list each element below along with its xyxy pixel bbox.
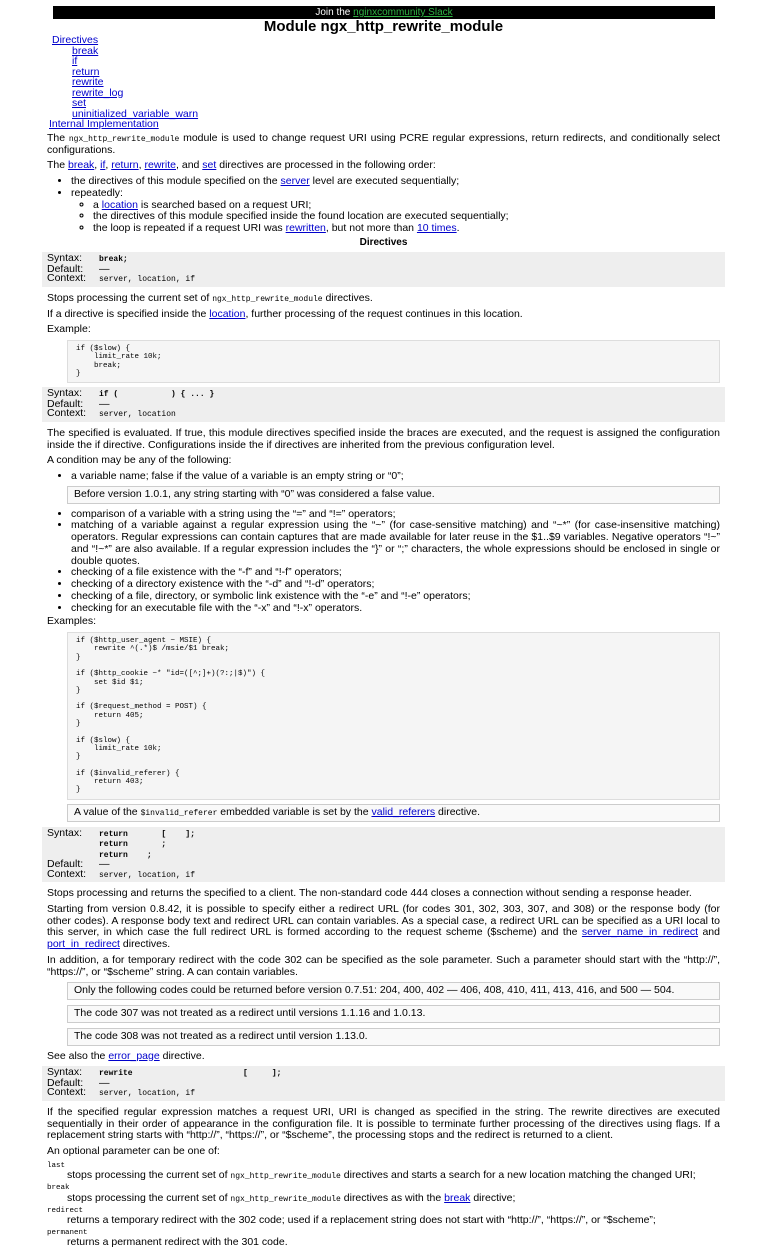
break-location-note: If a directive is specified inside the location, further processing of the request continues in this location.	[47, 307, 523, 320]
rewritten-link[interactable]: rewritten	[285, 222, 326, 235]
break-directive-link[interactable]: break	[444, 1191, 471, 1204]
if-examples-label: Examples:	[47, 615, 97, 628]
toc-if-link[interactable]: if	[72, 55, 78, 67]
location-link[interactable]: location	[101, 198, 138, 211]
if-conditions-intro: A condition may be any of the following:	[47, 454, 232, 467]
return-temporary-redirect-paragraph: In addition, a for temporary redirect with the code 302 can be specified as the sole parameter. Such a parameter should start with the “http://”, “https://”, or “$scheme” string. A can contain variables.	[47, 953, 720, 978]
if-conditions-list-continued: • comparison of a variable with a string using the “=” and “!=” operators; • matching of a variable against a regular expression using the “~” (for case-sensitive matching) and “~*” (for case-insensitive matching) operators. Regular expressions can contain captures that are made available for later reuse in the $1..$9 variables. Negative operators “!~” and “!~*” are also available. If a regular expression includes the “}” or “;” characters, the whole expressions should be enclosed in single or double quotes. • checking of a file existence with the “-f” and “!-f” operators; • checking of a directory existence with the “-d” and “!-d” operators; • checking of a file, directory, or symbolic link existence with the “-e” and “!-e” operators; • checking for an executable file with the “-x” and “!-x” operators.	[47, 509, 720, 615]
break-example-code: if ($slow) { limit_rate 10k; break; }	[67, 340, 720, 383]
if-syntax-block: Syntax: if ( ) { ... } Default: — Context: server, location	[42, 387, 725, 422]
toc-uninitialized-variable-warn-link[interactable]: uninitialized_variable_warn	[72, 107, 199, 120]
if-examples-code: if ($http_user_agent ~ MSIE) { rewrite ^(.*)$ /msie/$1 break; } if ($http_cookie ~* "id=([^;]+)(?:;|$)") { set $id $1; } if ($request_method = POST) { return 405; } if ($slow) { limit_rate 10k; } if ($invalid_referer) { return 403; }	[67, 632, 720, 800]
intro-paragraph: The ngx_http_rewrite_module module is used to change request URI using PCRE regular expressions, return redirects, and conditionally select configurations.	[47, 131, 721, 156]
processing-order-list: • the directives of this module specified on the server level are executed sequentially; • repeatedly: ◦ a location is searched based on a request URI; ◦ the directives of this module specified inside the found location are executed sequentially; ◦ the loop is repeated if a request URI was rewritten, but not more than 10 times.	[47, 176, 720, 235]
break-link[interactable]: break	[68, 159, 95, 172]
set-link[interactable]: set	[202, 159, 217, 172]
page-content	[47, 19, 720, 1250]
toc-internal-implementation-link[interactable]: Internal Implementation	[49, 118, 159, 130]
toc-set-link[interactable]: set	[72, 97, 87, 109]
flag-break: break	[47, 1184, 70, 1193]
break-example-label: Example:	[47, 323, 91, 336]
location-directive-link[interactable]: location	[209, 307, 246, 320]
toc-rewrite-link[interactable]: rewrite	[72, 76, 104, 88]
return-description: Stops processing and returns the specified to a client. The non-standard code 444 closes a connection without sending a response header.	[47, 887, 692, 900]
return-codes-note: Only the following codes could be returned before version 0.7.51: 204, 400, 402 — 406, 408, 410, 411, 413, 416, and 500 — 504.	[67, 982, 720, 1000]
code-308-note: The code 308 was not treated as a redirect until version 1.13.0.	[67, 1028, 720, 1046]
rewrite-flag-list: last stops processing the current set of ngx_http_rewrite_module directives and starts a search for a new location matching the changed URI; break stops processing the current set of ngx_http_rewrite_module directives as with the break directive; redirect returns a temporary redirect with the 302 code; used if a replacement string does not start with “http://”, “https://”, or “$scheme”; permanent returns a permanent redirect with the 301 code.	[47, 1162, 720, 1249]
ten-times-link[interactable]: 10 times	[416, 222, 457, 235]
rewrite-description: If the specified regular expression matches a request URI, URI is changed as specified in the string. The rewrite directives are executed sequentially in their order of appearance in the configuration file. It is possible to terminate further processing of the directives using flags. If a replacement string starts with “http://”, “https://”, or “$scheme”, the processing stops and the redirect is returned to a client.	[47, 1105, 720, 1142]
rewrite-syntax-block: Syntax: rewrite [ ]; Default: — Context: server, location, if	[42, 1066, 725, 1101]
slack-link[interactable]: nginxcommunity Slack	[353, 7, 453, 18]
return-link[interactable]: return	[111, 159, 139, 172]
server-link[interactable]: server	[280, 175, 310, 188]
directives-heading: Directives	[359, 236, 408, 248]
see-also-paragraph: See also the error_page directive.	[47, 1049, 205, 1062]
table-of-contents	[52, 35, 720, 119]
toc-directives-link[interactable]: Directives	[52, 34, 99, 46]
rewrite-link[interactable]: rewrite	[144, 159, 177, 172]
server-name-in-redirect-link[interactable]: server_name_in_redirect	[581, 926, 699, 939]
break-description: Stops processing the current set of ngx_http_rewrite_module directives.	[47, 291, 373, 304]
flag-last: last	[47, 1161, 66, 1170]
rewrite-flag-intro: An optional parameter can be one of:	[47, 1145, 220, 1158]
port-in-redirect-link[interactable]: port_in_redirect	[47, 938, 120, 951]
page-title: Module ngx_http_rewrite_module	[263, 18, 504, 35]
return-syntax-block: Syntax: return [ ]; return ; return ; Default: — Context: server, location, if	[42, 827, 725, 883]
banner-text: Join the	[315, 7, 354, 18]
toc-break-link[interactable]: break	[72, 44, 99, 57]
if-conditions-list: • a variable name; false if the value of a variable is an empty string or “0”;	[47, 471, 720, 483]
error-page-link[interactable]: error_page	[108, 1049, 160, 1062]
valid-referers-link[interactable]: valid_referers	[371, 805, 436, 818]
toc-rewrite-log-link[interactable]: rewrite_log	[72, 86, 124, 99]
invalid-referer-note: A value of the $invalid_referer embedded variable is set by the valid_referers directive.	[67, 804, 720, 822]
flag-redirect: redirect	[47, 1206, 84, 1215]
break-syntax-block: Syntax: break; Default: — Context: server, location, if	[42, 252, 725, 287]
processing-order-paragraph: The break, if, return, rewrite, and set directives are processed in the following order:	[47, 159, 436, 172]
if-link[interactable]: if	[100, 159, 106, 172]
if-description: The specified is evaluated. If true, this module directives specified inside the braces are executed, and the request is assigned the configuration inside the if directive. Configurations inside the if directives are inherited from the previous configuration level.	[47, 426, 720, 451]
code-307-note: The code 307 was not treated as a redirect until versions 1.1.16 and 1.0.13.	[67, 1005, 720, 1023]
flag-permanent: permanent	[47, 1228, 88, 1237]
toc-return-link[interactable]: return	[72, 65, 100, 78]
if-version-note: Before version 1.0.1, any string starting with “0” was considered a false value.	[67, 486, 720, 504]
return-redirect-paragraph: Starting from version 0.8.42, it is possible to specify either a redirect URL (for codes 301, 302, 303, 307, and 308) or the response body (for other codes). A response body text and redirect URL can contain variables. As a special case, a redirect URL can be specified as a URI local to this server, in which case the full redirect URL is formed according to the request scheme ($scheme) and the server_name_in_redirect and port_in_redirect directives.	[47, 902, 720, 951]
